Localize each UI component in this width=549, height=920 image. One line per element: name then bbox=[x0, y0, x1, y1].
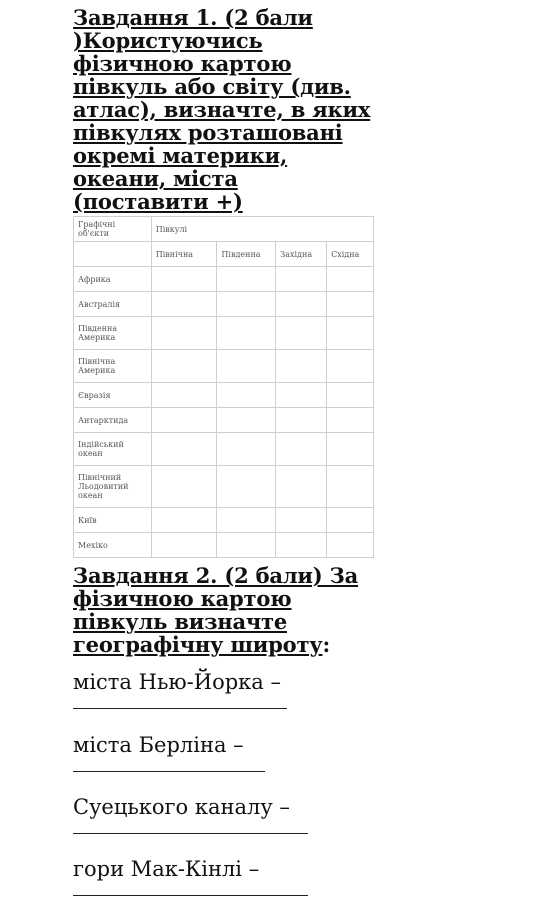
answer-cell[interactable] bbox=[327, 292, 374, 317]
answer-cell[interactable] bbox=[151, 408, 217, 433]
answer-cell[interactable] bbox=[327, 383, 374, 408]
table-row bbox=[74, 533, 374, 558]
row-label: Північний Льодовитий океан bbox=[74, 466, 152, 508]
answer-line-suez bbox=[73, 795, 308, 834]
answer-line-berlin bbox=[73, 733, 265, 772]
task1-heading-tail: (поставити +) bbox=[73, 189, 243, 214]
answer-cell[interactable] bbox=[151, 433, 217, 466]
answer-line-mckinley bbox=[73, 857, 308, 896]
answer-cell[interactable] bbox=[327, 466, 374, 508]
answer-cell[interactable] bbox=[327, 408, 374, 433]
answer-cell[interactable] bbox=[327, 508, 374, 533]
table-header-south: Південна bbox=[217, 242, 276, 267]
answer-blank[interactable] bbox=[73, 885, 308, 896]
table-row bbox=[74, 466, 374, 508]
answer-cell[interactable] bbox=[276, 292, 327, 317]
table-header-north: Північна bbox=[151, 242, 217, 267]
row-label: Австралія bbox=[74, 292, 152, 317]
table-header-empty bbox=[74, 242, 152, 267]
answer-cell[interactable] bbox=[327, 267, 374, 292]
answer-cell[interactable] bbox=[217, 466, 276, 508]
answer-cell[interactable] bbox=[217, 317, 276, 350]
answer-blank[interactable] bbox=[73, 761, 265, 772]
answer-blank[interactable] bbox=[73, 698, 287, 709]
table-row bbox=[74, 317, 374, 350]
row-label: Індійський океан bbox=[74, 433, 152, 466]
answer-cell[interactable] bbox=[151, 292, 217, 317]
row-label: Африка bbox=[74, 267, 152, 292]
answer-label: міста Берліна – bbox=[73, 733, 244, 757]
table-row bbox=[74, 267, 374, 292]
answer-cell[interactable] bbox=[217, 508, 276, 533]
answer-cell[interactable] bbox=[276, 350, 327, 383]
row-label: Антарктида bbox=[74, 408, 152, 433]
answer-line-new-york bbox=[73, 670, 287, 709]
task1-heading bbox=[73, 6, 373, 213]
answer-label: гори Мак-Кінлі – bbox=[73, 857, 260, 881]
table-row bbox=[74, 508, 374, 533]
answer-cell[interactable] bbox=[217, 350, 276, 383]
answer-cell[interactable] bbox=[276, 267, 327, 292]
answer-label: міста Нью-Йорка – bbox=[73, 670, 281, 694]
answer-cell[interactable] bbox=[276, 466, 327, 508]
answer-cell[interactable] bbox=[217, 383, 276, 408]
task2-heading-text: Завдання 2. (2 бали) За фізичною картою півкуль визначте географічну широту bbox=[73, 563, 359, 657]
answer-cell[interactable] bbox=[151, 466, 217, 508]
task2-heading bbox=[73, 564, 373, 656]
answer-cell[interactable] bbox=[327, 533, 374, 558]
answer-cell[interactable] bbox=[217, 292, 276, 317]
answer-cell[interactable] bbox=[217, 267, 276, 292]
answer-cell[interactable] bbox=[217, 433, 276, 466]
table-header-west: Західна bbox=[276, 242, 327, 267]
answer-cell[interactable] bbox=[151, 533, 217, 558]
row-label: Північна Америка bbox=[74, 350, 152, 383]
table-header-hemispheres: Півкулі bbox=[151, 217, 373, 242]
table-header-objects: Графічні об'єкти bbox=[74, 217, 152, 242]
table-row bbox=[74, 383, 374, 408]
answer-cell[interactable] bbox=[276, 433, 327, 466]
row-label: Південна Америка bbox=[74, 317, 152, 350]
answer-cell[interactable] bbox=[327, 433, 374, 466]
row-label: Мехіко bbox=[74, 533, 152, 558]
answer-cell[interactable] bbox=[151, 350, 217, 383]
answer-cell[interactable] bbox=[276, 508, 327, 533]
answer-cell[interactable] bbox=[151, 267, 217, 292]
task1-heading-main: Завдання 1. (2 бали )Користуючись фізичною картою півкуль або світу (див. атлас), визначте, в яких півкулях розташовані окремі материки, океани, міста bbox=[73, 5, 371, 191]
answer-cell[interactable] bbox=[327, 350, 374, 383]
table-header-east: Східна bbox=[327, 242, 374, 267]
answer-cell[interactable] bbox=[217, 408, 276, 433]
answer-cell[interactable] bbox=[276, 317, 327, 350]
task2-heading-colon: : bbox=[322, 632, 331, 657]
answer-blank[interactable] bbox=[73, 823, 308, 834]
answer-cell[interactable] bbox=[151, 508, 217, 533]
table-row bbox=[74, 292, 374, 317]
table-row bbox=[74, 433, 374, 466]
answer-cell[interactable] bbox=[151, 383, 217, 408]
answer-cell[interactable] bbox=[276, 533, 327, 558]
answer-cell[interactable] bbox=[327, 317, 374, 350]
answer-cell[interactable] bbox=[151, 317, 217, 350]
table-row bbox=[74, 350, 374, 383]
answer-label: Суецького каналу – bbox=[73, 795, 290, 819]
answer-cell[interactable] bbox=[276, 408, 327, 433]
row-label: Євразія bbox=[74, 383, 152, 408]
answer-cell[interactable] bbox=[217, 533, 276, 558]
hemispheres-table bbox=[73, 216, 374, 558]
answer-cell[interactable] bbox=[276, 383, 327, 408]
table-row bbox=[74, 408, 374, 433]
row-label: Київ bbox=[74, 508, 152, 533]
